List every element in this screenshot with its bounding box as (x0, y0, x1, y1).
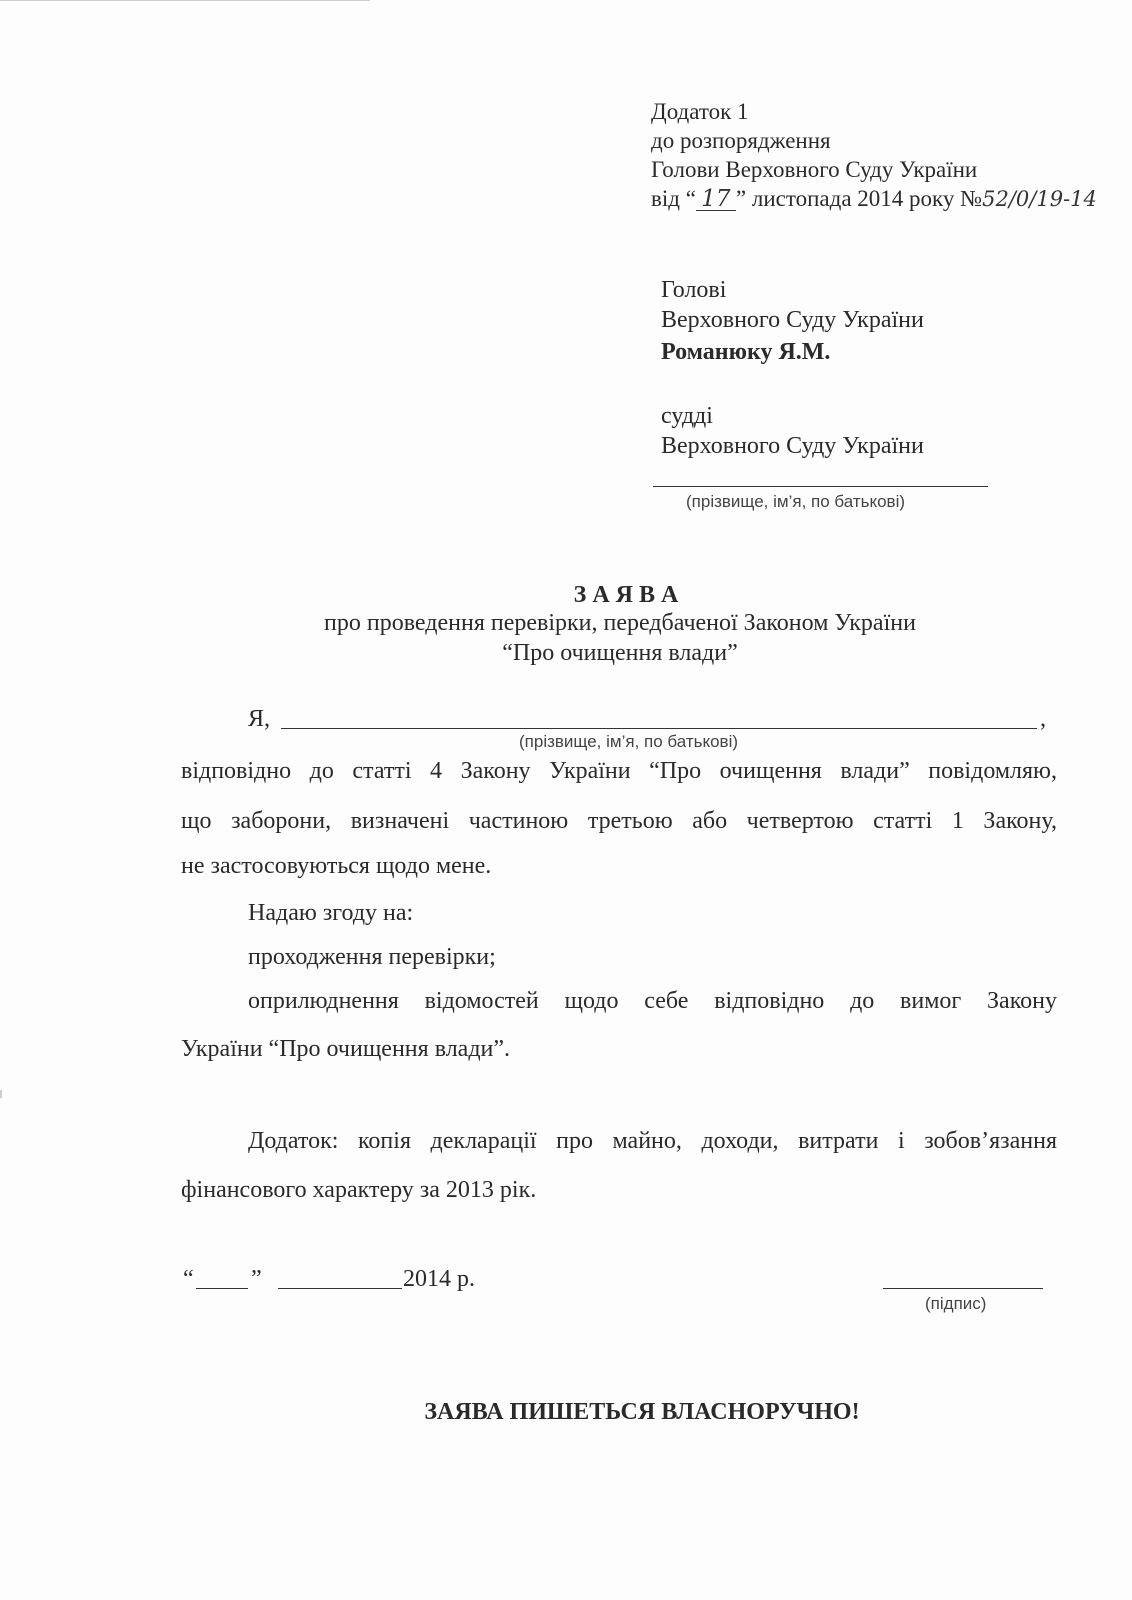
scan-edge-mark (0, 0, 370, 1)
appendix-handwritten-number: 52/0/19-14 (982, 187, 1097, 211)
addressee-to-name: Романюку Я.М. (661, 339, 831, 365)
addressee-name-caption: (прізвище, ім’я, по батькові) (686, 492, 906, 511)
statement-line-2: що заборони, визначені частиною третьою або четвертою статті 1 Закону, (181, 808, 1057, 834)
scan-edge-mark (0, 1090, 2, 1098)
consent-item-1: проходження перевірки; (248, 944, 496, 970)
applicant-suffix: , (1040, 706, 1046, 732)
appendix-line-1: Додаток 1 (651, 99, 749, 124)
addressee-to-line-1: Голові (661, 277, 727, 303)
attachment-line-2: фінансового характеру за 2013 рік. (181, 1177, 537, 1203)
appendix-date-prefix: від “ (651, 186, 696, 211)
consent-item-2-line-1: оприлюднення відомостей щодо себе відповідно до вимог Закону (248, 988, 1057, 1014)
date-quote-close: ” (251, 1266, 262, 1292)
document-subtitle-2: “Про очищення влади” (502, 640, 738, 666)
addressee-from-line-1: судді (661, 403, 713, 429)
appendix-handwritten-day: 17 (696, 188, 736, 211)
appendix-date-middle: ” листопада 2014 року № (735, 186, 983, 211)
applicant-name-blank (281, 728, 1037, 729)
addressee-from-line-2: Верховного Суду України (661, 433, 924, 459)
document-subtitle-1: про проведення перевірки, передбаченої Законом України (324, 610, 916, 636)
date-day-blank (196, 1288, 248, 1289)
consent-heading: Надаю згоду на: (248, 900, 414, 926)
statement-line-1: відповідно до статті 4 Закону України “Про очищення влади” повідомляю, (181, 758, 1057, 784)
statement-line-3: не застосовуються щодо мене. (181, 853, 492, 879)
addressee-to-line-2: Верховного Суду України (661, 307, 924, 333)
date-month-blank (278, 1288, 402, 1289)
signature-caption: (підпис) (925, 1294, 987, 1313)
document-heading: З А Я В А (573, 582, 679, 608)
appendix-line-2: до розпорядження (651, 128, 831, 153)
applicant-prefix: Я, (248, 706, 271, 732)
applicant-name-caption: (прізвище, ім’я, по батькові) (519, 732, 739, 751)
consent-item-2-line-2: України “Про очищення влади”. (181, 1036, 511, 1062)
date-quote-open: “ (183, 1266, 194, 1292)
attachment-line-1: Додаток: копія декларації про майно, доходи, витрати і зобов’язання (248, 1128, 1057, 1154)
signature-blank (883, 1288, 1043, 1289)
handwritten-notice: ЗАЯВА ПИШЕТЬСЯ ВЛАСНОРУЧНО! (424, 1399, 860, 1425)
appendix-line-4 (651, 185, 1097, 213)
appendix-line-3: Голови Верховного Суду України (651, 157, 978, 182)
date-year: 2014 р. (403, 1266, 475, 1292)
addressee-name-blank (653, 486, 988, 487)
